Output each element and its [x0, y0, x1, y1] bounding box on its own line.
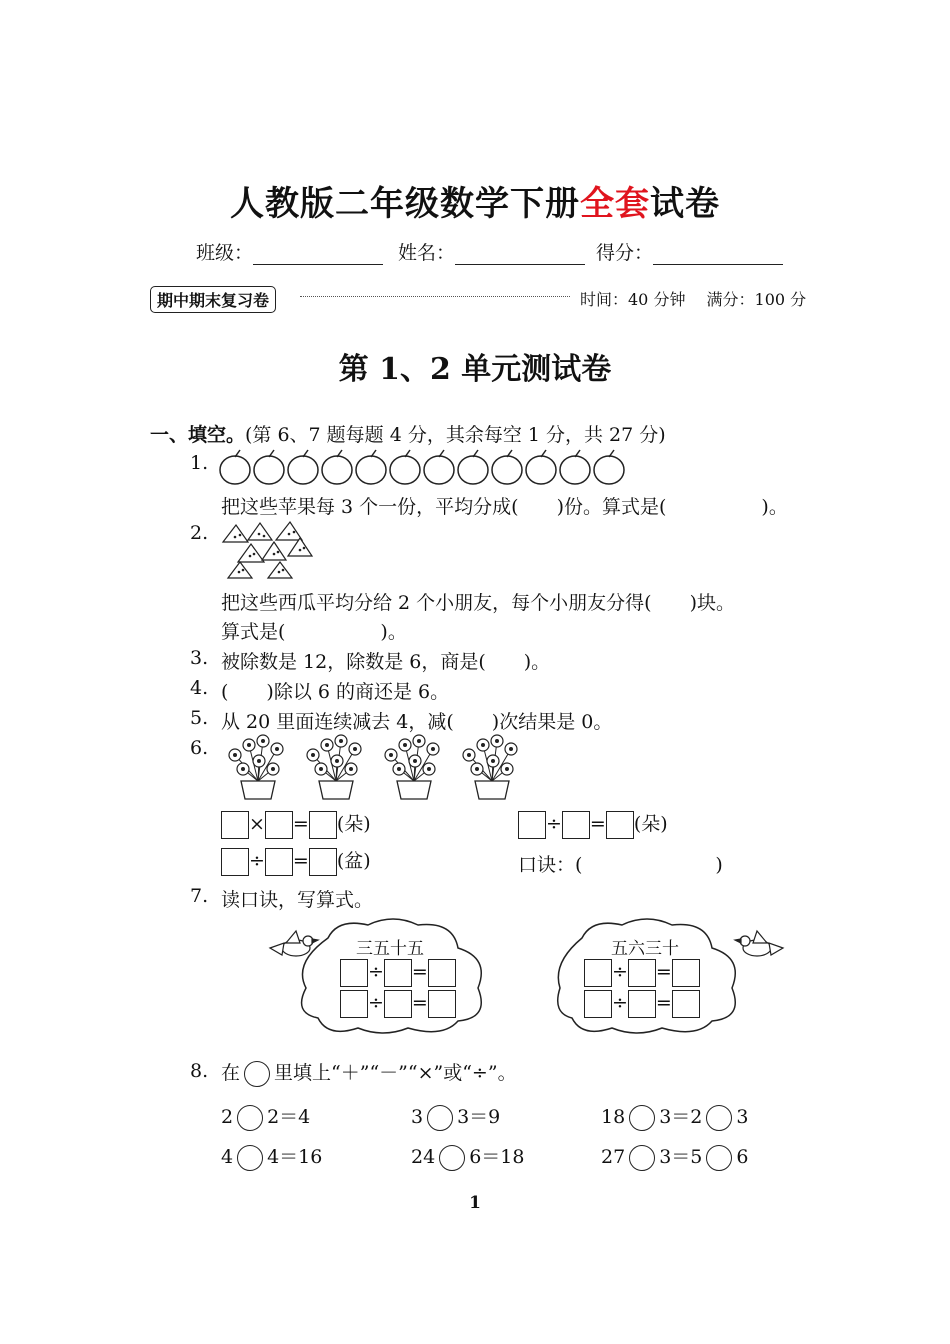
operand: 3 [736, 1106, 749, 1128]
answer-box[interactable] [384, 959, 412, 987]
answer-box[interactable] [221, 848, 249, 876]
equals-sign: = [292, 850, 309, 872]
operator-circle[interactable] [629, 1105, 655, 1131]
class-field [196, 238, 383, 265]
operator-circle[interactable] [237, 1145, 263, 1171]
operand: 27 [601, 1146, 626, 1168]
name-blank[interactable] [455, 246, 585, 265]
operand: 3＝2 [659, 1106, 703, 1128]
equals-sign: = [655, 961, 672, 983]
unit-test-title: 第 1、2 单元测试卷 [338, 352, 612, 387]
answer-box[interactable] [309, 811, 337, 839]
watermelon-illustration [218, 520, 318, 582]
time-score-info: 时间：40 分钟 满分：100 分 [580, 290, 807, 309]
times-sign: × [249, 813, 265, 835]
answer-box[interactable] [221, 811, 249, 839]
q8-item-2 [411, 1102, 500, 1131]
q8-text-a: 在 [221, 1062, 241, 1084]
flower-pot-icon [229, 735, 283, 799]
section-note: (第 6、7 题每题 4 分，其余每空 1 分，共 27 分) [245, 424, 666, 446]
page-number: 1 [469, 1193, 481, 1213]
q3-text: 被除数是 12，除数是 6，商是( )。 [221, 651, 551, 673]
equals-sign: = [589, 813, 606, 835]
equals-sign: = [411, 992, 428, 1014]
q7-number: 7. [190, 885, 209, 907]
q8-text-b: 里填上“＋”“－”“×”或“÷”。 [274, 1062, 517, 1084]
operand: 4＝16 [267, 1146, 323, 1168]
class-blank[interactable] [253, 246, 383, 265]
apple-icon [356, 450, 386, 484]
divide-sign: ÷ [368, 992, 384, 1014]
q5-number: 5. [190, 707, 209, 729]
apple-icon [492, 450, 522, 484]
q4-text: ( )除以 6 的商还是 6。 [221, 681, 450, 703]
q6-divide-equation-1 [518, 809, 668, 839]
answer-box[interactable] [672, 990, 700, 1018]
operand: 6 [736, 1146, 749, 1168]
answer-box[interactable] [628, 990, 656, 1018]
answer-box[interactable] [428, 959, 456, 987]
document-title [0, 176, 950, 225]
right-cloud-equation-1 [584, 959, 700, 987]
answer-box[interactable] [606, 811, 634, 839]
q1-number: 1. [190, 452, 209, 474]
score-blank[interactable] [653, 246, 783, 265]
unit-flower: (朵) [336, 813, 371, 835]
answer-box[interactable] [672, 959, 700, 987]
q3-number: 3. [190, 647, 209, 669]
q8-item-1 [221, 1102, 310, 1131]
apple-icon [424, 450, 454, 484]
divide-sign: ÷ [612, 961, 628, 983]
operator-circle[interactable] [706, 1105, 732, 1131]
apple-icon [220, 450, 250, 484]
apple-icon [288, 450, 318, 484]
operator-circle[interactable] [439, 1145, 465, 1171]
q8-number: 8. [190, 1060, 209, 1082]
answer-box[interactable] [265, 848, 293, 876]
score-label: 得分： [596, 242, 654, 264]
operand: 2 [221, 1106, 234, 1128]
answer-box[interactable] [562, 811, 590, 839]
bird-icon [270, 931, 318, 956]
operand: 3＝5 [659, 1146, 703, 1168]
divide-sign: ÷ [546, 813, 562, 835]
divide-sign: ÷ [368, 961, 384, 983]
answer-box[interactable] [428, 990, 456, 1018]
q8-item-3 [601, 1102, 748, 1131]
q2-text: 把这些西瓜平均分给 2 个小朋友，每个小朋友分得( )块。 [221, 592, 735, 614]
section-label: 一、填空。 [150, 424, 246, 446]
apple-icon [526, 450, 556, 484]
q8-instruction [221, 1058, 517, 1087]
flower-pot-icon [463, 735, 517, 799]
q1-text: 把这些苹果每 3 个一份，平均分成( )份。算式是( )。 [221, 496, 788, 518]
q8-item-6 [601, 1142, 748, 1171]
answer-box[interactable] [340, 990, 368, 1018]
score-field [596, 238, 783, 265]
operand: 4 [221, 1146, 234, 1168]
left-cloud-equation-2 [340, 990, 456, 1018]
right-cloud-equation-2 [584, 990, 700, 1018]
dotted-divider [300, 296, 570, 297]
q6-koujue: 口诀：( ) [518, 854, 723, 876]
right-cloud-label: 五六三十 [611, 939, 679, 959]
answer-box[interactable] [384, 990, 412, 1018]
exam-type-tag: 期中期末复习卷 [150, 286, 276, 313]
apple-icon [322, 450, 352, 484]
operator-circle[interactable] [706, 1145, 732, 1171]
divide-sign: ÷ [249, 850, 265, 872]
operator-circle[interactable] [237, 1105, 263, 1131]
q6-multiply-equation [221, 809, 371, 839]
name-field [398, 238, 585, 265]
answer-box[interactable] [309, 848, 337, 876]
answer-box[interactable] [518, 811, 546, 839]
name-label: 姓名： [398, 242, 456, 264]
operand: 24 [411, 1146, 436, 1168]
equals-sign: = [411, 961, 428, 983]
apple-icon [458, 450, 488, 484]
apple-icon [254, 450, 284, 484]
title-highlight: 全套 [580, 184, 650, 224]
unit-flower: (朵) [633, 813, 668, 835]
q7-text: 读口诀，写算式。 [221, 889, 374, 911]
answer-box[interactable] [265, 811, 293, 839]
q6-number: 6. [190, 737, 209, 759]
q2-text-2: 算式是( )。 [221, 621, 407, 643]
apple-icon [594, 450, 624, 484]
answer-box[interactable] [628, 959, 656, 987]
operator-circle[interactable] [427, 1105, 453, 1131]
q4-number: 4. [190, 677, 209, 699]
title-part-1: 人教版二年级数学下册 [230, 184, 580, 224]
section-heading [150, 420, 666, 447]
q5-text: 从 20 里面连续减去 4，减( )次结果是 0。 [221, 711, 613, 733]
answer-box[interactable] [340, 959, 368, 987]
equals-sign: = [292, 813, 309, 835]
answer-box[interactable] [584, 990, 612, 1018]
operand: 3＝9 [457, 1106, 501, 1128]
bird-icon [735, 931, 783, 956]
circle-icon [244, 1061, 270, 1087]
flower-pots-illustration [218, 733, 523, 803]
operand: 18 [601, 1106, 626, 1128]
operand: 3 [411, 1106, 424, 1128]
operator-circle[interactable] [629, 1145, 655, 1171]
q8-item-5 [411, 1142, 524, 1171]
apple-icon [390, 450, 420, 484]
operand: 6＝18 [469, 1146, 525, 1168]
title-part-3: 试卷 [650, 184, 720, 224]
apples-illustration [218, 448, 638, 488]
left-cloud-equation-1 [340, 959, 456, 987]
q2-number: 2. [190, 522, 209, 544]
q8-item-4 [221, 1142, 322, 1171]
operand: 2＝4 [267, 1106, 311, 1128]
left-cloud-label: 三五十五 [356, 939, 424, 959]
q6-divide-equation-2 [221, 846, 371, 876]
flower-pot-icon [385, 735, 439, 799]
class-label: 班级： [196, 242, 254, 264]
divide-sign: ÷ [612, 992, 628, 1014]
answer-box[interactable] [584, 959, 612, 987]
flower-pot-icon [307, 735, 361, 799]
apple-icon [560, 450, 590, 484]
unit-pot: (盆) [336, 850, 371, 872]
equals-sign: = [655, 992, 672, 1014]
